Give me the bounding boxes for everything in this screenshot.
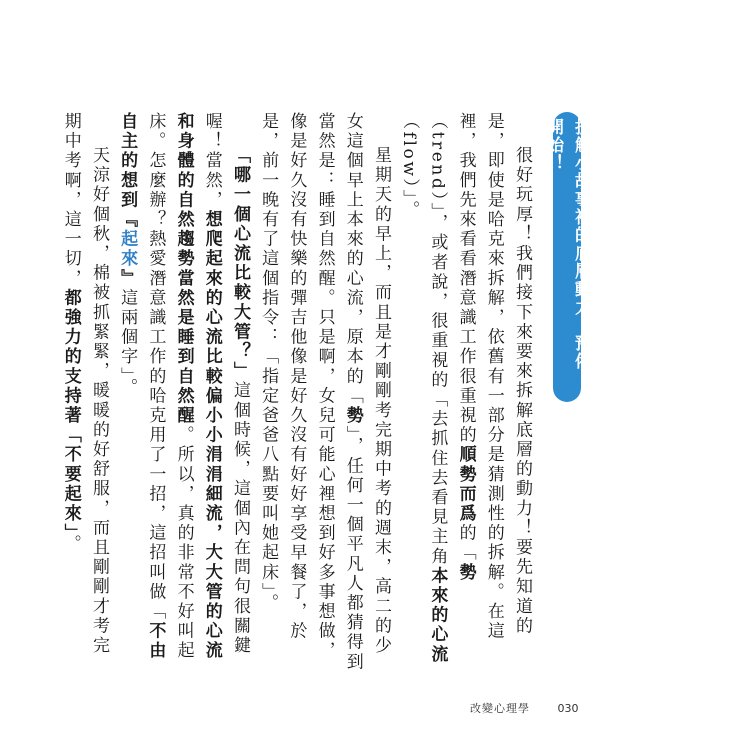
paragraph-4 [57, 112, 113, 672]
text-run-bold: 』 [117, 268, 138, 289]
section-heading-pill [543, 112, 591, 402]
section-heading: 拆解小故事裡的底層動力～預備，開始！ [543, 118, 591, 388]
text-run-bold: 不由自主的想到『 [117, 112, 166, 661]
page-number: 030 [557, 702, 579, 715]
text-run: 的「 [455, 523, 476, 563]
text-run-bold: 都強力的支持著「不要起來」 [60, 288, 81, 535]
text-run-bold: 「哪一個心流比較大管？」 [229, 146, 250, 382]
text-run: 。 [60, 534, 81, 555]
text-run: 天涼好個秋，棉被抓緊緊，暖暖的好舒服，而且剛剛才考完期中考啊，這一切， [60, 112, 109, 656]
paragraph-1 [395, 112, 536, 672]
paragraph-3 [113, 112, 254, 672]
text-run-highlight: 起來 [117, 229, 138, 269]
text-run: （flow）」。 [399, 112, 420, 221]
text-run: 」，任何一個平凡人都猜得到當然是：睡到自然醒。只是啊，女兒可能心裡想到好多事想做，像是好久沒有快樂的彈吉他像是好久沒有好好享受早餐了，於是，前一晚有了這個指令：「指定爸爸八點要叫她起床」。 [258, 112, 363, 672]
book-title: 改變心理學 [470, 702, 530, 715]
text-run-bold: 勢 [342, 406, 363, 426]
text-run: 。所以，真的非常不好叫起床。怎麼辦？熱愛潛意識工作的哈克用了一招，這招叫做「 [145, 112, 194, 661]
page-footer [470, 700, 579, 716]
text-run-bold: 勢 [455, 562, 476, 583]
text-run: 很好玩厚！我們接下來要來拆解底層的動力！要先知道的是，即使是哈克來拆解，依舊有一部分是猜測性的拆解。在這裡，我們先來看看潛意識工作很重視的 [455, 112, 532, 642]
text-run: 這個時候，這個內在問句很關鍵喔！當然， [201, 112, 250, 656]
body-text [60, 112, 536, 672]
text-run: 星期天的早上，而且是才剛剛考完期中考的週末，高二的少女這個早上本來的心流，原本的「 [342, 112, 391, 656]
text-run-bold: 順勢而爲 [455, 445, 476, 524]
text-run: 這兩個字」。 [117, 288, 138, 398]
text-run: （trend）」，或者說，很重視的「去抓住去看見主角 [427, 112, 448, 567]
paragraph-2 [254, 112, 395, 672]
text-run-bold: 想爬起來的心流比較偏小小涓涓細流，大大管的心流和身體的自然趨勢當然是睡到自然醒 [173, 112, 222, 661]
text-run-bold: 本來的心流 [427, 566, 448, 665]
